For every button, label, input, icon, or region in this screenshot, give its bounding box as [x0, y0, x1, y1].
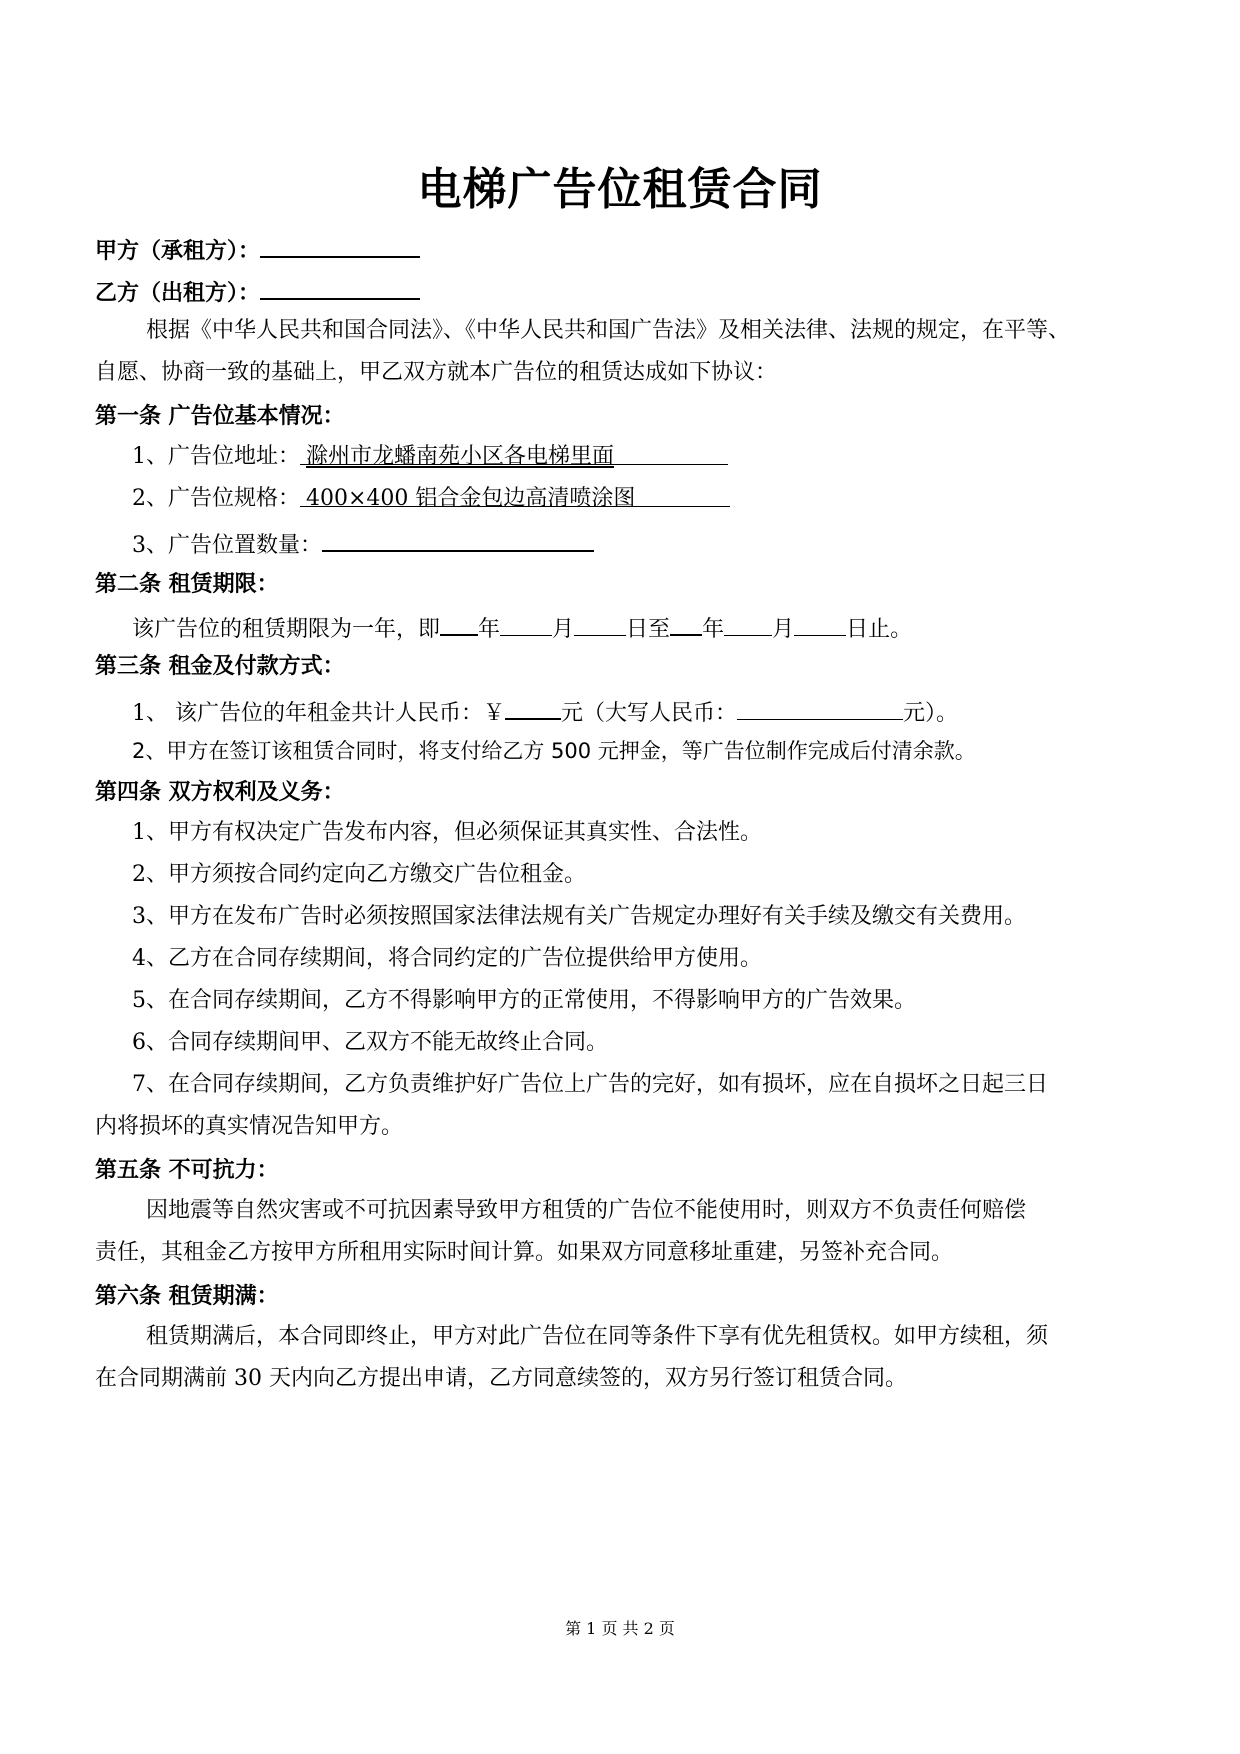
party-b-blank[interactable] — [260, 274, 420, 300]
end-day-blank[interactable] — [794, 613, 846, 636]
rent-capital-unit: 元）。 — [903, 701, 959, 726]
article-4-item-2: 2、甲方须按合同约定向乙方缴交广告位租金。 — [132, 862, 586, 887]
end-day-unit: 日止。 — [846, 617, 913, 642]
article-3-item-2: 2、甲方在签订该租赁合同时，将支付给乙方 500 元押金，等广告位制作完成后付清余款。 — [132, 739, 976, 763]
article-5-text-line-2: 责任，其租金乙方按甲方所租用实际时间计算。如果双方同意移址重建，另签补充合同。 — [95, 1240, 954, 1265]
article-4-item-7-line-1: 7、在合同存续期间，乙方负责维护好广告位上广告的完好，如有损坏，应在自损坏之日起三日 — [132, 1072, 1049, 1097]
start-month-unit: 月 — [552, 617, 575, 642]
article-4-item-6: 6、合同存续期间甲、乙双方不能无故终止合同。 — [132, 1030, 608, 1055]
article-4-item-3: 3、甲方在发布广告时必须按照国家法律法规有关广告规定办理好有关手续及缴交有关费用。 — [132, 904, 1027, 929]
article-1-heading: 第一条 广告位基本情况： — [95, 404, 345, 429]
spec-value: 400×400 铝合金包边高清喷涂图 — [306, 486, 636, 511]
start-day-blank[interactable] — [574, 613, 626, 636]
spec-field[interactable] — [300, 484, 730, 511]
article-2-heading: 第二条 租赁期限： — [95, 572, 279, 597]
end-year-unit: 年 — [702, 617, 725, 642]
rent-capital-blank[interactable] — [737, 697, 903, 720]
rent-capital-label: 元（大写人民币： — [561, 701, 738, 726]
party-b-label: 乙方（出租方）： — [95, 281, 261, 306]
article-4-item-5: 5、在合同存续期间，乙方不得影响甲方的正常使用，不得影响甲方的广告效果。 — [132, 988, 916, 1013]
address-value: 滁州市龙蟠南苑小区各电梯里面 — [306, 444, 615, 469]
spec-label: 2、广告位规格： — [132, 486, 300, 511]
party-a-label: 甲方（承租方）： — [95, 239, 261, 264]
rent-amount-blank[interactable] — [505, 694, 561, 720]
article-3-heading: 第三条 租金及付款方式： — [95, 654, 345, 679]
party-b-line — [95, 274, 1160, 309]
term-text: 该广告位的租赁期限为一年，即 — [132, 617, 441, 642]
preamble-line-2: 自愿、协商一致的基础上，甲乙双方就本广告位的租赁达成如下协议： — [95, 360, 778, 385]
article-4-heading: 第四条 双方权利及义务： — [95, 780, 345, 805]
party-a-line — [95, 232, 1160, 267]
article-1-item-3 — [132, 526, 1160, 561]
quantity-blank[interactable] — [322, 526, 594, 552]
article-5-text-line-1: 因地震等自然灾害或不可抗因素导致甲方租赁的广告位不能使用时，则双方不负责任何赔偿 — [146, 1198, 1027, 1223]
article-6-text-line-2: 在合同期满前 30 天内向乙方提出申请，乙方同意续签的，双方另行签订租赁合同。 — [95, 1366, 907, 1391]
article-5-heading: 第五条 不可抗力： — [95, 1158, 279, 1183]
article-2-text — [132, 610, 1160, 645]
article-3-item-1 — [132, 694, 1160, 729]
article-6-text-line-1: 租赁期满后，本合同即终止，甲方对此广告位在同等条件下享有优先租赁权。如甲方续租，须 — [146, 1324, 1049, 1349]
preamble-line-1: 根据《中华人民共和国合同法》、《中华人民共和国广告法》及相关法律、法规的规定，在平等、 — [146, 318, 1071, 343]
article-1-item-1 — [132, 442, 1160, 472]
end-month-blank[interactable] — [724, 613, 772, 636]
party-a-blank[interactable] — [260, 232, 420, 258]
end-year-blank[interactable] — [670, 610, 702, 636]
article-6-heading: 第六条 租赁期满： — [95, 1284, 279, 1309]
start-year-unit: 年 — [478, 617, 501, 642]
address-field[interactable] — [300, 442, 728, 469]
article-4-item-7-line-2: 内将损坏的真实情况告知甲方。 — [95, 1114, 404, 1139]
quantity-label: 3、广告位置数量： — [132, 533, 322, 558]
page-number-footer: 第 1 页 共 2 页 — [565, 1619, 675, 1638]
end-month-unit: 月 — [772, 617, 795, 642]
start-day-unit: 日至 — [626, 617, 671, 642]
start-month-blank[interactable] — [500, 613, 552, 636]
rent-label: 1、 该广告位的年租金共计人民币：￥ — [132, 701, 505, 726]
article-4-item-4: 4、乙方在合同存续期间，将合同约定的广告位提供给甲方使用。 — [132, 946, 762, 971]
article-4-item-1: 1、甲方有权决定广告发布内容，但必须保证其真实性、合法性。 — [132, 820, 762, 845]
document-title: 电梯广告位租赁合同 — [417, 164, 823, 215]
article-1-item-2 — [132, 484, 1160, 514]
start-year-blank[interactable] — [440, 610, 478, 636]
address-label: 1、广告位地址： — [132, 444, 300, 469]
